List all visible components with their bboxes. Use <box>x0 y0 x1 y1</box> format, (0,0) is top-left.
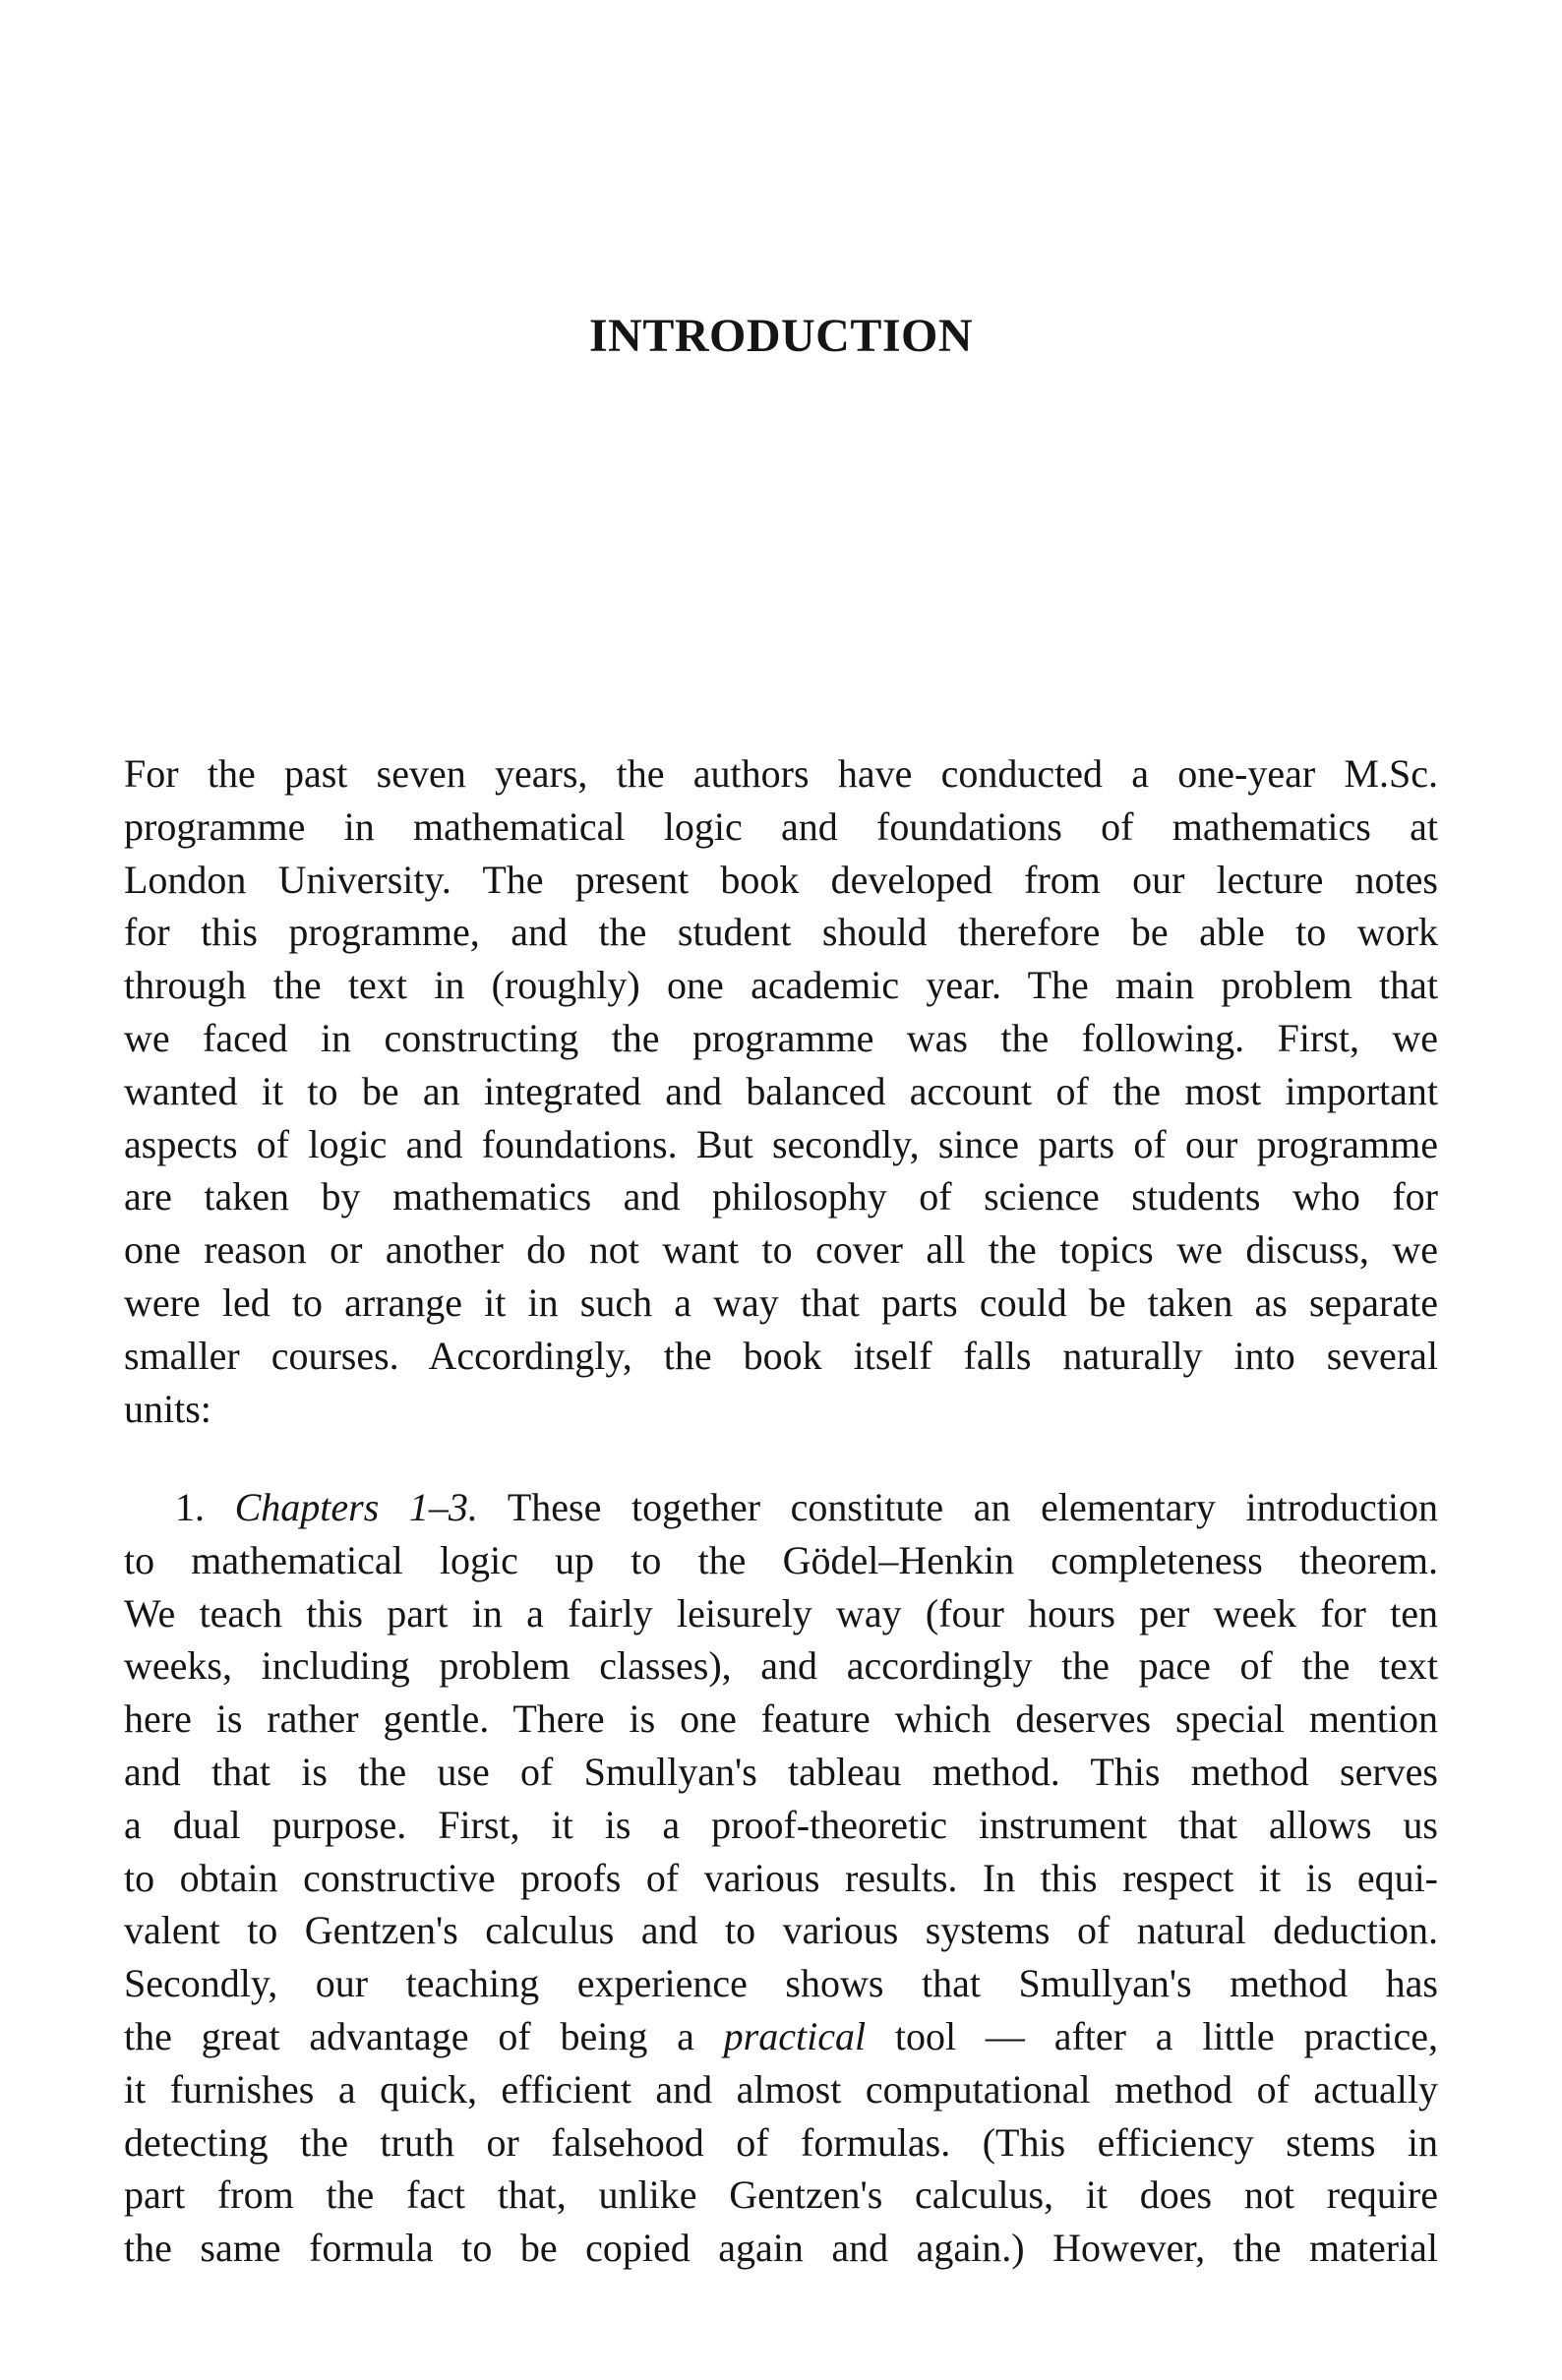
text-line: through the text in (roughly) one academic year. The main problem that <box>124 963 1438 1008</box>
text-segment: the great advantage of being a <box>124 2013 694 2058</box>
text-line: detecting the truth or falsehood of formulas. (This efficiency stems in <box>124 2119 1438 2165</box>
text-line: to mathematical logic up to the Gödel–Henkin completeness theorem. <box>124 1537 1438 1582</box>
item-first-line-text: These together constitute an elementary introduction <box>507 1485 1438 1529</box>
text-line: here is rather gentle. There is one feature which deserves special mention <box>124 1696 1438 1742</box>
text-line: We teach this part in a fairly leisurely way (four hours per week for ten <box>124 1590 1438 1636</box>
text-line-practical <box>124 2010 1438 2063</box>
emphasis-practical: practical <box>723 2013 867 2058</box>
text-line: weeks, including problem classes), and accordingly the pace of the text <box>124 1643 1438 1689</box>
text-line: units: <box>124 1386 211 1431</box>
item-first-line <box>124 1481 1438 1534</box>
text-line: aspects of logic and foundations. But secondly, since parts of our programme <box>124 1121 1438 1166</box>
text-line: for this programme, and the student should therefore be able to work <box>124 910 1438 955</box>
text-line: valent to Gentzen's calculus and to various systems of natural deduction. <box>124 1908 1438 1953</box>
text-line: we faced in constructing the programme was the following. First, we <box>124 1015 1438 1060</box>
item-title: Chapters 1–3. <box>234 1485 478 1529</box>
text-line: were led to arrange it in such a way that parts could be taken as separate <box>124 1279 1438 1325</box>
text-line: smaller courses. Accordingly, the book itself falls naturally into several <box>124 1333 1438 1378</box>
text-line: one reason or another do not want to cover all the topics we discuss, we <box>124 1227 1438 1273</box>
text-line: and that is the use of Smullyan's tableau method. This method serves <box>124 1749 1438 1794</box>
text-line: a dual purpose. First, it is a proof-theoretic instrument that allows us <box>124 1802 1438 1847</box>
text-line: are taken by mathematics and philosophy of science students who for <box>124 1174 1438 1220</box>
intro-paragraph <box>124 747 1438 1435</box>
text-line: the same formula to be copied again and again.) However, the material <box>124 2226 1438 2271</box>
text-segment: tool — after a little practice, <box>894 2013 1438 2058</box>
item-number: 1. <box>175 1485 205 1529</box>
text-line: it furnishes a quick, efficient and almost computational method of actually <box>124 2066 1438 2112</box>
text-line: For the past seven years, the authors have conducted a one-year M.Sc. <box>124 751 1438 796</box>
text-line: programme in mathematical logic and foundations of mathematics at <box>124 803 1438 849</box>
text-line: London University. The present book developed from our lecture notes <box>124 857 1438 902</box>
text-line: to obtain constructive proofs of various results. In this respect it is equi- <box>124 1855 1438 1900</box>
text-line: part from the fact that, unlike Gentzen's calculus, it does not require <box>124 2172 1438 2218</box>
chapter-heading: INTRODUCTION <box>588 310 974 362</box>
chapters-item-paragraph <box>124 1481 1438 2275</box>
text-line: wanted it to be an integrated and balanced account of the most important <box>124 1068 1438 1113</box>
text-line: Secondly, our teaching experience shows that Smullyan's method has <box>124 1961 1438 2006</box>
